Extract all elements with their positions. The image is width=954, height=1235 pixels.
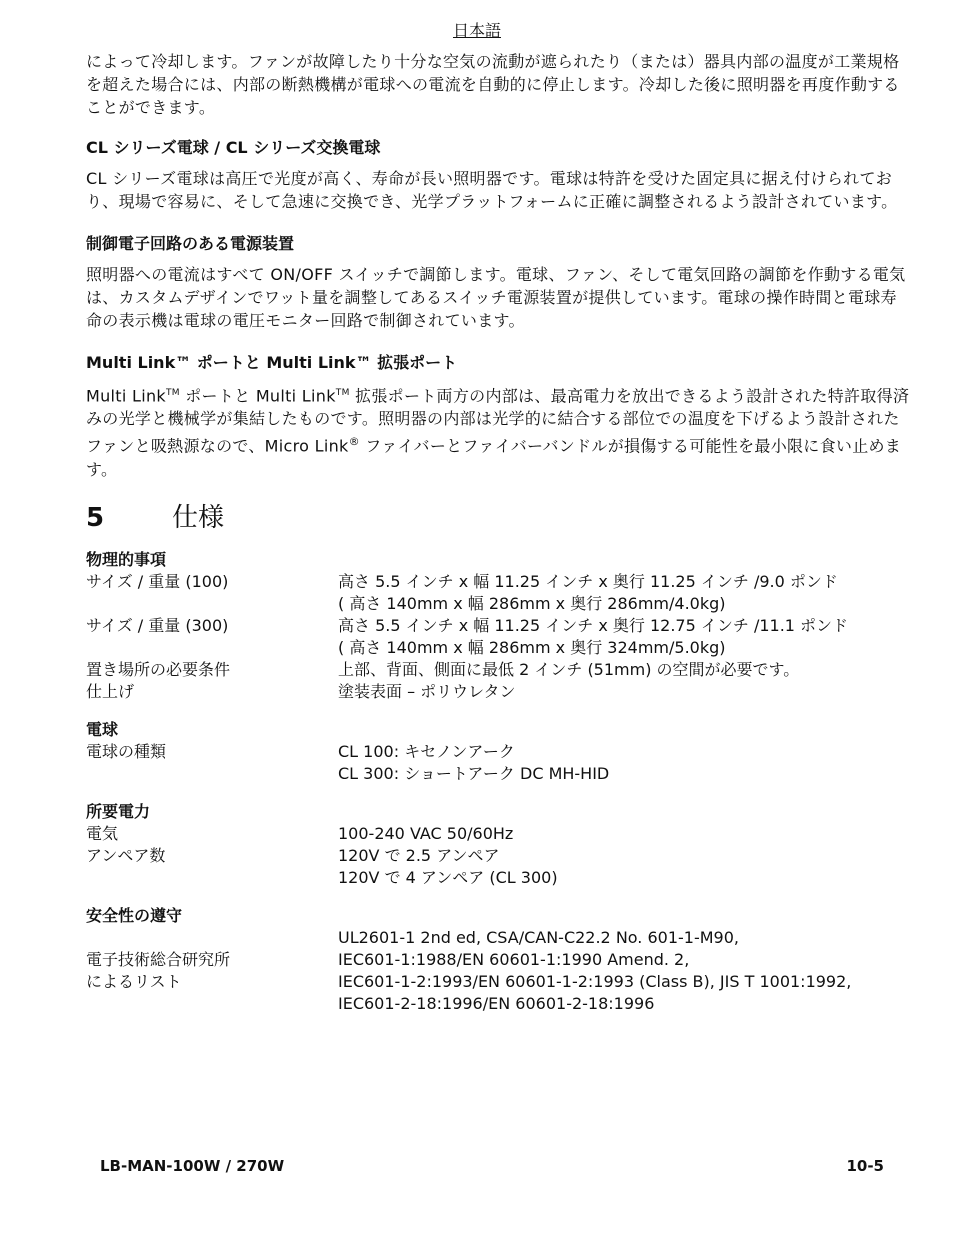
multi-link-paragraph <box>86 382 910 481</box>
spec-value-line: ( 高さ 140mm x 幅 286mm x 奥行 324mm/5.0kg) <box>338 637 726 657</box>
spec-label <box>86 927 338 949</box>
spec-value-line: CL 300: ショートアーク DC MH-HID <box>338 763 610 783</box>
trademark-mark-1: TM <box>165 388 180 398</box>
spec-safety-heading: 安全性の遵守 <box>86 905 183 925</box>
page-footer <box>100 1157 884 1175</box>
spec-value: IEC601-1:1988/EN 60601-1:1990 Amend. 2, <box>338 949 690 969</box>
multi-link-text-3: 拡張ポート両方の内部は、最高電力を放出できるよう設計された特許取得済みの光学と機械学が集結したものです。照明器の内部は光学的に結合する部位での温度を下げるよう設計されたファンと吸熱源なので、Micro Link <box>86 386 910 456</box>
spec-label: 置き場所の必要条件 <box>86 659 231 679</box>
spec-label: 仕上げ <box>86 681 135 701</box>
page-content <box>86 50 910 1015</box>
spec-value: 上部、背面、側面に最低 2 インチ (51mm) の空間が必要です。 <box>338 659 800 679</box>
spec-value-line: CL 100: キセノンアーク <box>338 741 515 761</box>
cl-series-heading: CL シリーズ電球 / CL シリーズ交換電球 <box>86 138 381 157</box>
spec-row <box>86 741 910 785</box>
spec-row <box>86 927 910 949</box>
multi-link-text-1: Multi Link <box>86 386 166 406</box>
spec-value-line: 高さ 5.5 インチ x 幅 11.25 インチ x 奥行 12.75 インチ /11.1 ポンド <box>338 615 849 635</box>
trademark-mark-2: TM <box>335 388 350 398</box>
spec-lamp <box>86 719 910 785</box>
spec-value-line: 高さ 5.5 インチ x 幅 11.25 インチ x 奥行 11.25 インチ /9.0 ポンド <box>338 571 838 591</box>
registered-mark: ® <box>348 435 360 449</box>
spec-lamp-heading: 電球 <box>86 719 119 739</box>
multi-link-heading: Multi Link™ ポートと Multi Link™ 拡張ポート <box>86 353 458 372</box>
spec-value <box>338 571 910 615</box>
section-heading <box>86 501 910 535</box>
spec-safety <box>86 905 910 1015</box>
spec-row <box>86 571 910 615</box>
multi-link-text-4: ファイバーとファイバーバンドルが損傷する可能性を最小限に食い止めます。 <box>86 436 902 479</box>
multi-link-text-2: ポートと Multi Link <box>179 386 336 406</box>
spec-label: 電気 <box>86 823 119 843</box>
spec-row <box>86 615 910 659</box>
spec-label: によるリスト <box>86 971 182 991</box>
spec-physical <box>86 549 910 703</box>
language-header: 日本語 <box>452 21 501 40</box>
section-number: 5 <box>86 502 105 533</box>
spec-row <box>86 971 910 1015</box>
footer-doc-id: LB-MAN-100W / 270W <box>100 1157 285 1175</box>
footer-page-number: 10-5 <box>846 1157 884 1175</box>
spec-value: UL2601-1 2nd ed, CSA/CAN-C22.2 No. 601-1-M90, <box>338 927 739 947</box>
spec-label: アンペア数 <box>86 845 166 865</box>
spec-row <box>86 823 910 845</box>
intro-paragraph: によって冷却します。ファンが故障したり十分な空気の流動が遮られたり（または）器具内部の温度が工業規格を超えた場合には、内部の断熱機構が電球への電流を自動的に停止します。冷却した後に照明器を再度作動することができます。 <box>86 52 900 117</box>
spec-value-line: 120V で 2.5 アンペア <box>338 845 500 865</box>
spec-value <box>338 741 910 785</box>
spec-value: 100-240 VAC 50/60Hz <box>338 823 514 843</box>
spec-value <box>338 845 910 889</box>
spec-label: 電子技術総合研究所 <box>86 949 231 969</box>
spec-value <box>338 615 910 659</box>
section-title: 仕様 <box>172 502 225 533</box>
spec-value: 塗装表面 – ポリウレタン <box>338 681 516 701</box>
cl-series-paragraph: CL シリーズ電球は高圧で光度が高く、寿命が長い照明器です。電球は特許を受けた固定具に据え付けられており、現場で容易に、そして急速に交換でき、光学プラットフォームに正確に調整されるよう設計されています。 <box>86 169 898 211</box>
spec-label: 電球の種類 <box>86 741 167 761</box>
spec-label: サイズ / 重量 (100) <box>86 571 229 591</box>
spec-value-line: 120V で 4 アンペア (CL 300) <box>338 867 558 887</box>
spec-power <box>86 801 910 889</box>
spec-value-line: IEC601-2-18:1996/EN 60601-2-18:1996 <box>338 993 655 1013</box>
power-supply-heading: 制御電子回路のある電源装置 <box>86 234 295 253</box>
spec-label: サイズ / 重量 (300) <box>86 615 229 635</box>
spec-row <box>86 845 910 889</box>
spec-value-line: ( 高さ 140mm x 幅 286mm x 奥行 286mm/4.0kg) <box>338 593 726 613</box>
spec-physical-heading: 物理的事項 <box>86 549 167 569</box>
spec-value <box>338 971 910 1015</box>
spec-row <box>86 681 910 703</box>
spec-value-line: IEC601-1-2:1993/EN 60601-1-2:1993 (Class B), JIS T 1001:1992, <box>338 971 852 991</box>
power-supply-paragraph: 照明器への電流はすべて ON/OFF スイッチで調節します。電球、ファン、そして電気回路の調節を作動する電気は、カスタムデザインでワット量を調整してあるスイッチ電源装置が提供しています。電球の操作時間と電球寿命の表示機は電球の電圧モニター回路で制御されています。 <box>86 265 906 330</box>
spec-row <box>86 949 910 971</box>
spec-row <box>86 659 910 681</box>
spec-power-heading: 所要電力 <box>86 801 151 821</box>
